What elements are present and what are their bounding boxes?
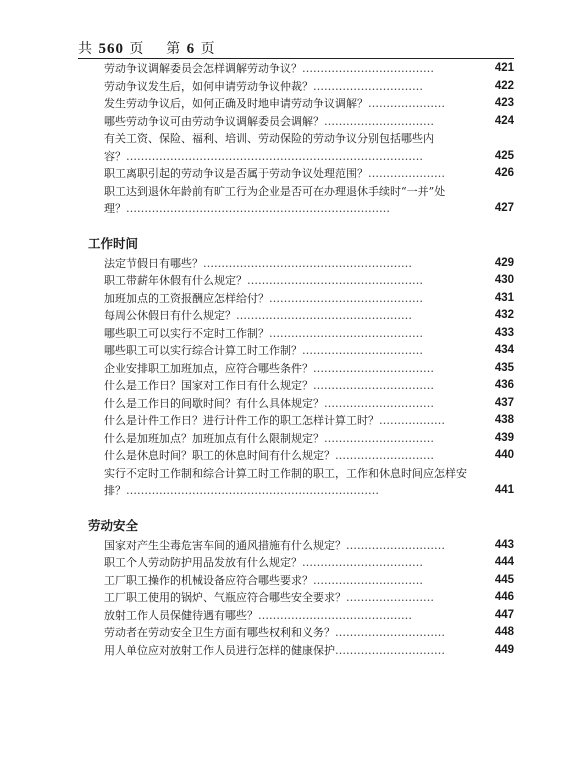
leader-dots: ………………………………………… [236, 309, 412, 322]
entry-title: 发生劳动争议后，如何正确及时地申请劳动争议调解？ [104, 97, 368, 110]
page-number: 434 [494, 344, 514, 356]
leader-dots: ………………………… [313, 573, 423, 587]
leader-dots: …………………………………… [269, 326, 423, 340]
page-number: 430 [494, 274, 514, 286]
entry-title: 劳动争议调解委员会怎样调解劳动争议？ [104, 62, 302, 75]
toc-entry[interactable] [78, 255, 514, 273]
current-prefix: 第 [166, 41, 182, 57]
section-heading: 劳动安全 [88, 517, 139, 533]
page-number: 439 [494, 431, 514, 444]
leader-dots: …………………… [346, 591, 434, 604]
page-number: 427 [494, 202, 514, 214]
toc-entry[interactable] [78, 537, 514, 555]
entry-title: 什么是计件工作日？进行计件工作的职工怎样计算工时？ [104, 414, 379, 427]
page-number: 422 [494, 79, 514, 92]
leader-dots: ………………………… [324, 431, 434, 445]
page-number: 423 [494, 97, 514, 109]
entry-title: 企业安排职工加班加点，应符合哪些条件？ [104, 361, 313, 375]
page-header [78, 38, 216, 58]
current-unit: 页 [200, 41, 216, 57]
toc-entry[interactable] [78, 130, 514, 165]
total-pages: 560 [98, 41, 124, 57]
leader-dots: …………………………………… [258, 608, 412, 622]
toc-entry[interactable] [78, 183, 514, 218]
leader-dots: ……………………… [346, 538, 445, 552]
page-number: 440 [494, 449, 514, 461]
leader-dots: ……………………………… [302, 62, 434, 75]
entry-title: 什么是加班加点？加班加点有什么限制规定？ [104, 431, 324, 445]
page-number: 435 [494, 361, 514, 374]
entry-title: 职工达到退休年龄前有旷工行为企业是否可在办理退休手续时“一并”处理？ [104, 184, 446, 215]
entry-title: 实行不定时工作制和综合计算工时工作制的职工，工作和休息时间应怎样安排？ [104, 466, 467, 497]
toc-entry[interactable] [78, 377, 514, 395]
entry-title: 劳动争议发生后，如何申请劳动争议仲裁？ [104, 79, 313, 93]
entry-title: 什么是工作日的间歇时间？有什么具体规定？ [104, 396, 324, 410]
entry-title: 哪些职工可以实行不定时工作制？ [104, 326, 269, 340]
toc-entry[interactable] [78, 113, 514, 131]
page-number: 437 [494, 396, 514, 409]
leader-dots: …………………………………… [269, 291, 423, 305]
entry-title: 工厂职工使用的锅炉、气瓶应符合哪些安全要求？ [104, 591, 346, 604]
toc-entry[interactable] [78, 554, 514, 572]
page-number: 438 [494, 414, 514, 426]
leader-dots: ………………………………………… [247, 274, 423, 287]
page-number: 445 [494, 573, 514, 586]
entry-title: 什么是工作日？国家对工作日有什么规定？ [104, 379, 313, 392]
entry-title: 职工离职引起的劳动争议是否属于劳动争议处理范围？ [104, 167, 368, 180]
toc-entry[interactable] [78, 624, 514, 642]
leader-dots: ………………… [368, 97, 445, 110]
leader-dots: …………………………… [313, 379, 434, 392]
total-unit: 页 [129, 41, 145, 57]
toc-entry[interactable] [78, 60, 514, 78]
leader-dots: ……………………………………………………………… [126, 202, 390, 215]
page-number: 441 [494, 484, 514, 496]
toc-entry[interactable] [78, 95, 514, 113]
toc-content [78, 60, 514, 659]
toc-entry[interactable] [78, 165, 514, 183]
page-number: 431 [494, 291, 514, 304]
entry-title: 职工带薪年休假有什么规定？ [104, 274, 247, 287]
entry-title: 劳动者在劳动安全卫生方面有哪些权利和义务？ [104, 626, 335, 639]
toc-entry[interactable] [78, 307, 514, 325]
current-page: 6 [186, 41, 196, 57]
header-rule [78, 58, 514, 59]
page-number: 425 [494, 149, 514, 162]
entry-title: 哪些劳动争议可由劳动争议调解委员会调解？ [104, 114, 324, 128]
page-number: 424 [494, 114, 514, 127]
toc-entry[interactable] [78, 607, 514, 625]
section-heading: 工作时间 [88, 235, 139, 251]
leader-dots: ……………… [379, 414, 445, 427]
toc-entry[interactable] [78, 465, 514, 500]
leader-dots: ………………………… [324, 114, 434, 128]
entry-title: 哪些职工可以实行综合计算工时工作制？ [104, 344, 302, 357]
toc-entry[interactable] [78, 395, 514, 413]
entry-title: 有关工资、保险、福利、培训、劳动保险的劳动争议分别包括哪些内容？ [104, 132, 434, 163]
leader-dots: ……………………………………………………………………… [126, 149, 423, 163]
toc-entry[interactable] [78, 360, 514, 378]
page-number: 432 [494, 309, 514, 321]
leader-dots: ………………………… [313, 79, 423, 93]
toc-entry[interactable] [78, 589, 514, 607]
page-number: 446 [494, 591, 514, 603]
entry-title: 法定节假日有哪些？ [104, 256, 203, 270]
toc-entry[interactable] [78, 272, 514, 290]
toc-entry[interactable] [78, 290, 514, 308]
leader-dots: ……………………… [335, 449, 434, 462]
entry-title: 加班加点的工资报酬应怎样给付？ [104, 291, 269, 305]
page-number: 429 [494, 256, 514, 269]
page-number: 447 [494, 608, 514, 621]
toc-entry[interactable] [78, 78, 514, 96]
entry-title: 放射工作人员保健待遇有哪些？ [104, 608, 258, 622]
leader-dots: ………………………… [324, 396, 434, 410]
toc-entry[interactable] [78, 430, 514, 448]
entry-title: 国家对产生尘毒危害车间的通风措施有什么规定？ [104, 538, 346, 552]
page-number: 436 [494, 379, 514, 391]
leader-dots: ………………………… [335, 626, 445, 639]
page-number: 449 [494, 643, 514, 656]
entry-title: 用人单位应对放射工作人员进行怎样的健康保护 [104, 643, 335, 657]
page-number: 448 [494, 626, 514, 638]
page-number: 421 [494, 62, 514, 74]
toc-entry[interactable] [78, 447, 514, 465]
leader-dots: ………………………… [335, 643, 445, 657]
leader-dots: …………………………………………………………… [126, 484, 379, 497]
page-number: 433 [494, 326, 514, 339]
page-number: 444 [494, 556, 514, 568]
leader-dots: ………………………………………………… [203, 256, 412, 270]
entry-title: 什么是休息时间？职工的休息时间有什么规定？ [104, 449, 335, 462]
entry-title: 每周公休假日有什么规定？ [104, 309, 236, 322]
leader-dots: ………………… [368, 167, 445, 180]
leader-dots: …………………………… [313, 361, 434, 375]
total-prefix: 共 [78, 41, 93, 57]
toc-entry[interactable] [78, 412, 514, 430]
page-number: 426 [494, 167, 514, 179]
toc-entry[interactable] [78, 342, 514, 360]
toc-entry[interactable] [78, 642, 514, 660]
toc-entry[interactable] [78, 325, 514, 343]
entry-title: 工厂职工操作的机械设备应符合哪些要求？ [104, 573, 313, 587]
toc-entry[interactable] [78, 572, 514, 590]
entry-title: 职工个人劳动防护用品发放有什么规定？ [104, 556, 302, 569]
leader-dots: …………………………… [302, 556, 423, 569]
page-number: 443 [494, 538, 514, 551]
leader-dots: …………………………… [302, 344, 423, 357]
